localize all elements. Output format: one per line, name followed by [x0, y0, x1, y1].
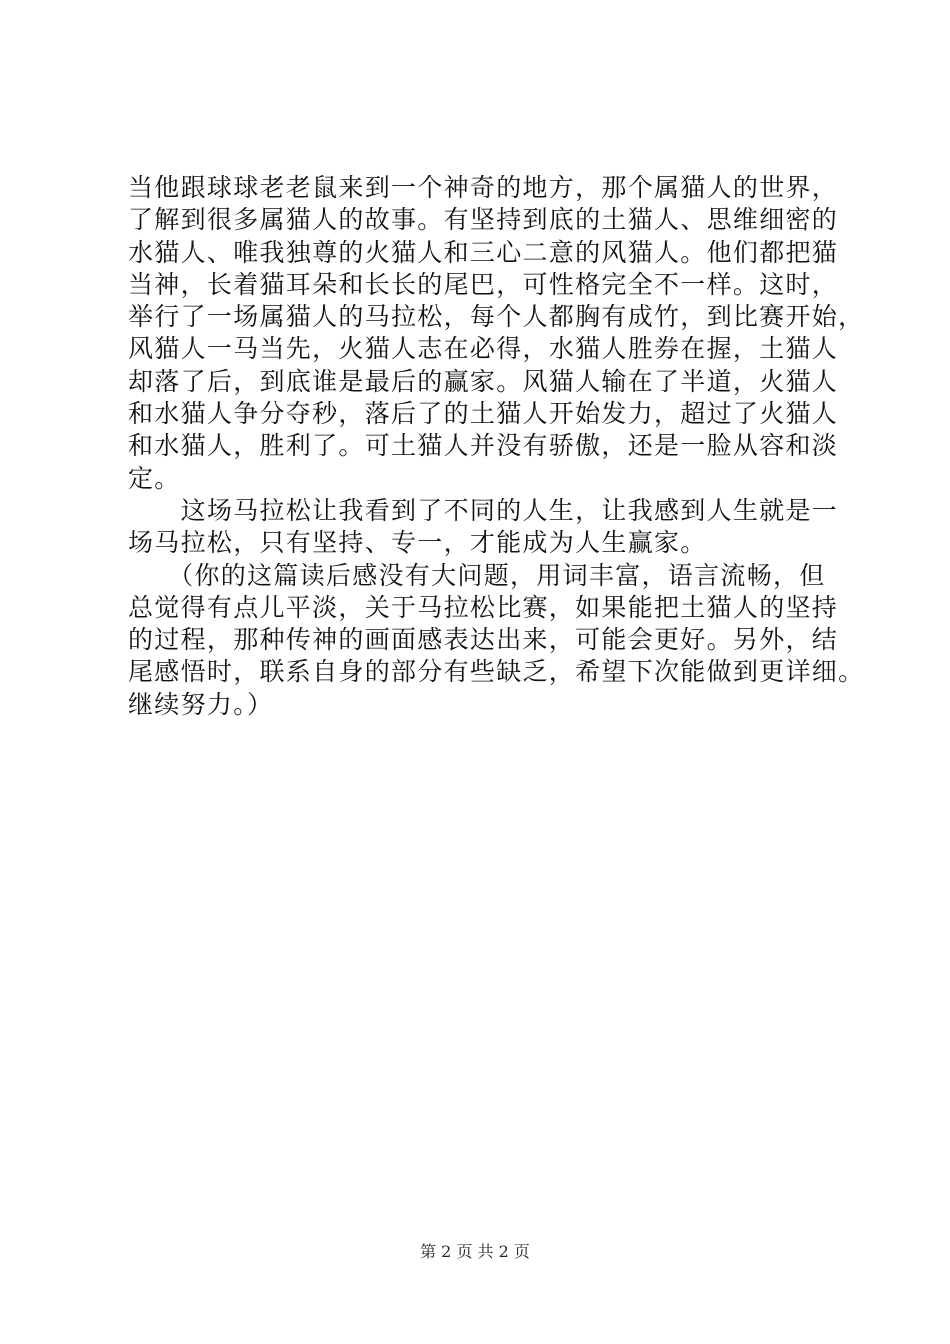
text-line: 场马拉松，只有坚持、专一，才能成为人生赢家。 — [128, 528, 707, 558]
text-line: 却落了后，到底谁是最后的赢家。风猫人输在了半道，火猫人 — [128, 366, 839, 396]
text-line: 了解到很多属猫人的故事。有坚持到底的土猫人、思维细密的 — [128, 205, 839, 235]
text-line: 的过程，那种传神的画面感表达出来，可能会更好。另外，结 — [128, 625, 839, 655]
text-line: 当他跟球球老老鼠来到一个神奇的地方，那个属猫人的世界， — [128, 173, 839, 202]
text-line: 这场马拉松让我看到了不同的人生，让我感到人生就是一 — [128, 495, 839, 525]
text-line: 举行了一场属猫人的马拉松，每个人都胸有成竹，到比赛开始， — [128, 302, 865, 332]
text-line: 和水猫人争分夺秒，落后了的土猫人开始发力，超过了火猫人 — [128, 399, 839, 429]
text-line: 定。 — [128, 463, 181, 493]
text-line: 继续努力。） — [128, 689, 274, 719]
text-line: （你的这篇读后感没有大问题，用词丰富，语言流畅，但 — [128, 560, 826, 590]
body-text — [128, 172, 865, 721]
text-line: 当神，长着猫耳朵和长长的尾巴，可性格完全不一样。这时， — [128, 269, 839, 299]
text-line: 风猫人一马当先，火猫人志在必得，水猫人胜券在握，土猫人 — [128, 334, 839, 364]
page-number-footer: 第 2 页 共 2 页 — [420, 1242, 530, 1261]
text-line: 总觉得有点儿平淡，关于马拉松比赛，如果能把土猫人的坚持 — [128, 592, 839, 622]
text-line: 尾感悟时，联系自身的部分有些缺乏，希望下次能做到更详细。 — [128, 657, 865, 687]
text-line: 和水猫人，胜利了。可土猫人并没有骄傲，还是一脸从容和淡 — [128, 431, 839, 461]
text-line: 水猫人、唯我独尊的火猫人和三心二意的风猫人。他们都把猫 — [128, 237, 839, 267]
